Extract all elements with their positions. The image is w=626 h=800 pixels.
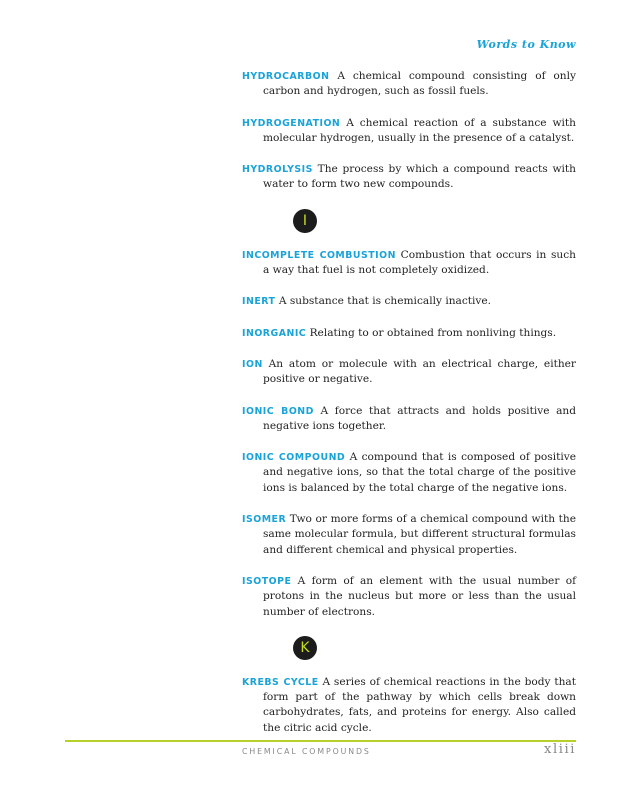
glossary-definition: A form of an element with the usual number of protons in the nucleus but more or less than the usual number of electrons. bbox=[263, 574, 576, 618]
glossary-entry bbox=[242, 574, 576, 620]
glossary-definition: Combustion that occurs in such a way that fuel is not completely oxidized. bbox=[263, 248, 576, 277]
glossary-definition: A chemical reaction of a substance with molecular hydrogen, usually in the presence of a catalyst. bbox=[263, 116, 576, 144]
glossary-entry bbox=[242, 162, 576, 193]
footer-book-title: CHEMICAL COMPOUNDS bbox=[242, 747, 371, 756]
glossary-term: KREBS CYCLE bbox=[242, 676, 319, 688]
glossary-definition: An atom or molecule with an electrical charge, either positive or negative. bbox=[263, 357, 576, 386]
footer-rule bbox=[65, 740, 576, 742]
glossary-entry bbox=[242, 675, 576, 736]
glossary-term: ION bbox=[242, 358, 263, 370]
glossary-term: IONIC BOND bbox=[242, 405, 314, 417]
glossary-definition: The process by which a compound reacts with water to form two new compounds. bbox=[263, 163, 577, 191]
glossary-entry bbox=[242, 326, 576, 341]
glossary-entry bbox=[242, 294, 576, 309]
glossary-definition: Two or more forms of a chemical compound with the same molecular formula, but different structural formulas and different chemical and physical properties. bbox=[263, 513, 577, 556]
glossary-definition: A compound that is composed of positive and negative ions, so that the total charge of the positive ions is balanced by the total charge of the negative ions. bbox=[263, 451, 577, 494]
glossary-definition: A force that attracts and holds positive and negative ions together. bbox=[263, 404, 576, 432]
glossary-term: INORGANIC bbox=[242, 327, 307, 339]
glossary-term: IONIC COMPOUND bbox=[242, 452, 346, 464]
glossary-term: HYDROLYSIS bbox=[242, 164, 313, 176]
glossary-term: INCOMPLETE COMBUSTION bbox=[242, 249, 396, 261]
section-letter-badge: K bbox=[293, 636, 317, 660]
glossary-definition: A series of chemical reactions in the body that form part of the pathway by which cells break down carbohydrates, fats, and proteins for energy. Also called the citric acid cycle. bbox=[263, 675, 576, 734]
footer-page-number: xliii bbox=[544, 742, 576, 757]
glossary-term: ISOMER bbox=[242, 514, 287, 526]
glossary-definition: A substance that is chemically inactive. bbox=[278, 295, 492, 308]
glossary-definition: A chemical compound consisting of only carbon and hydrogen, such as fossil fuels. bbox=[263, 70, 577, 98]
glossary-entry bbox=[242, 248, 576, 279]
glossary-entry bbox=[242, 69, 576, 100]
glossary-definition: Relating to or obtained from nonliving things. bbox=[309, 326, 557, 339]
running-head: Words to Know bbox=[476, 38, 576, 51]
section-letter-badge: I bbox=[293, 209, 317, 233]
glossary-entry bbox=[242, 404, 576, 435]
glossary bbox=[242, 69, 576, 752]
glossary-entry bbox=[242, 357, 576, 388]
glossary-entry bbox=[242, 116, 576, 147]
glossary-term: HYDROCARBON bbox=[242, 71, 330, 82]
glossary-term: HYDROGENATION bbox=[242, 117, 341, 129]
glossary-term: INERT bbox=[242, 296, 276, 308]
glossary-entry bbox=[242, 450, 576, 496]
glossary-entry bbox=[242, 512, 576, 558]
glossary-term: ISOTOPE bbox=[242, 575, 292, 587]
